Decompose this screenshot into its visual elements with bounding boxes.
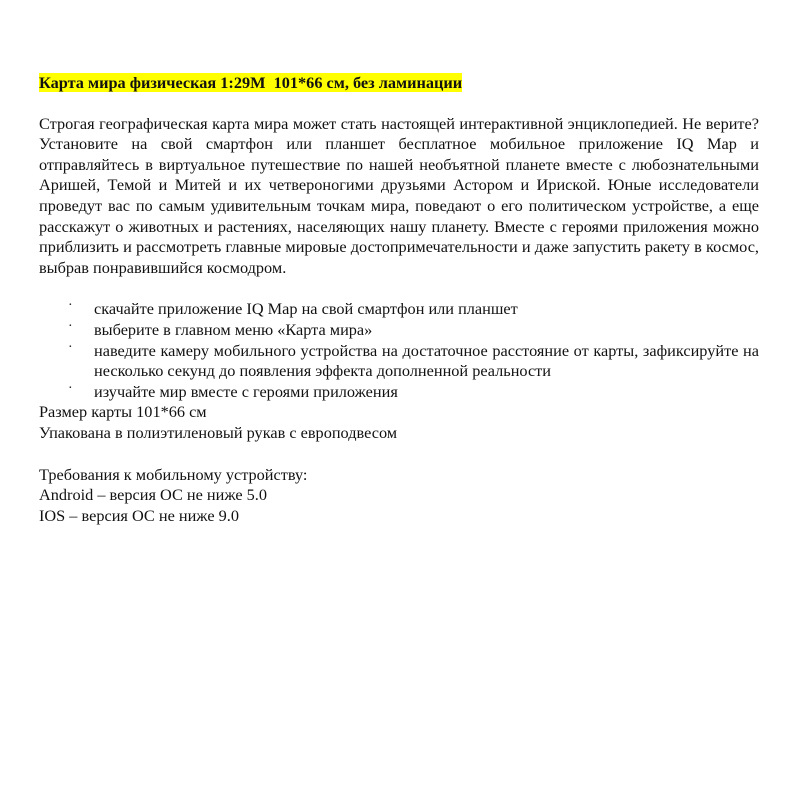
section-spacer <box>39 444 759 465</box>
android-requirement: Android – версия ОС не ниже 5.0 <box>39 485 268 505</box>
product-description-document <box>39 73 759 526</box>
list-item <box>39 341 759 382</box>
instructions-list <box>39 299 759 402</box>
list-item <box>39 299 759 320</box>
description-paragraph: Строгая географическая карта мира может стать настоящей интерактивной энциклопедией. Не верите? Установите на свой смартфон или планшет бесплатное мобильное приложение IQ Map и отправляйтесь в виртуальное путешествие по нашей необъятной планете вместе с любознательными Аришей, Темой и Митей и их четвероногими друзьями Астором и Ириской. Юные исследователи проведут вас по самым удивительным точкам мира, поведают о его политическом устройстве, а еще расскажут о животных и растениях, населяющих нашу планету. Вместе с героями приложения можно приблизить и рассмотреть главные мировые достопримечательности и даже запустить ракету в космос, выбрав понравившийся космодром. <box>39 113 759 277</box>
list-item-text: наведите камеру мобильного устройства на достаточное расстояние от карты, зафиксируйте на несколько секунд до появления эффекта дополненной реальности <box>94 340 759 381</box>
bullet-icon: · <box>68 298 73 314</box>
list-item-text: выберите в главном меню «Карта мира» <box>94 319 373 339</box>
packaging-line: Упакована в полиэтиленовый рукав с европодвесом <box>39 422 398 442</box>
list-item-text: изучайте мир вместе с героями приложения <box>94 381 398 401</box>
bullet-icon: · <box>68 380 73 396</box>
bullet-icon: · <box>68 318 73 334</box>
map-size-line: Размер карты 101*66 см <box>39 402 207 422</box>
ios-requirement: IOS – версия ОС не ниже 9.0 <box>39 505 239 525</box>
list-item <box>39 382 759 403</box>
list-item-text: скачайте приложение IQ Map на свой смартфон или планшет <box>94 299 518 319</box>
list-item <box>39 320 759 341</box>
requirements-heading: Требования к мобильному устройству: <box>39 464 308 484</box>
product-title: Карта мира физическая 1:29М 101*66 см, без ламинации <box>39 73 463 92</box>
bullet-icon: · <box>68 339 73 355</box>
title-line <box>39 73 759 94</box>
